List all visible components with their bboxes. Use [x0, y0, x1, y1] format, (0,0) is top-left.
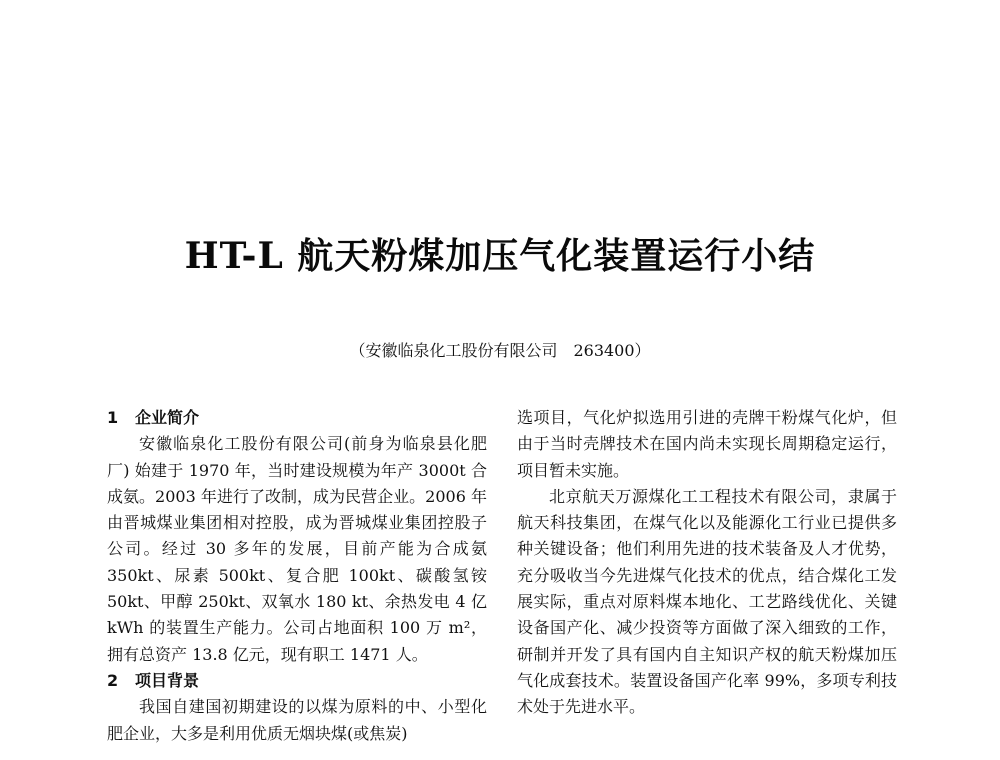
company-paragraph: 北京航天万源煤化工工程技术有限公司，隶属于航天科技集团，在煤气化以及能源化工行业已提供多种关键设备；他们利用先进的技术装备及人才优势，充分吸收当今先进煤气化技术的优点，结合煤化工发展实际，重点对原料煤本地化、工艺路线优化、关键设备国产化、减少投资等方面做了深入细致的工作，研制并开发了具有国内自主知识产权的航天粉煤加压气化成套技术。装置设备国产化率 99%，多项专利技术处于先进水平。: [517, 486, 897, 717]
author-affiliation: （安徽临泉化工股份有限公司 263400）: [349, 341, 651, 360]
right-column: [517, 405, 897, 721]
section-number-1: 1: [107, 408, 119, 427]
continued-paragraph: 选项目，气化炉拟选用引进的壳牌干粉煤气化炉，但由于当时壳牌技术在国内尚未实现长周期稳定运行，项目暂未实施。: [517, 408, 897, 480]
left-column: [107, 405, 487, 747]
section-number-2: 2: [107, 670, 119, 690]
section-heading-2: [107, 668, 487, 694]
section-heading-1: [107, 405, 487, 431]
section-title-2: 项目背景: [135, 670, 200, 690]
section-1-paragraph: 安徽临泉化工股份有限公司(前身为临泉县化肥厂) 始建于 1970 年，当时建设规模为年产 3000t 合成氨。2003 年进行了改制，成为民营企业。2006 年由晋城煤业集团相对控股，成为晋城煤业集团控股子公司。经过 30 多年的发展，目前产能为合成氨 350kt、尿素 500kt、复合肥 100kt、碳酸氢铵 50kt、甲醇 250kt、双氧水 180 kt、余热发电 4 亿 kWh 的装置生产能力。公司占地面积 100 万 m²，拥有总资产 13.8 亿元，现有职工 1471 人。: [107, 434, 487, 664]
paper-title: HT-L 航天粉煤加压气化装置运行小结: [184, 235, 816, 277]
section-title-1: 企业简介: [135, 408, 200, 427]
section-2-paragraph: 我国自建国初期建设的以煤为原料的中、小型化肥企业，大多是利用优质无烟块煤(或焦炭): [107, 697, 487, 743]
